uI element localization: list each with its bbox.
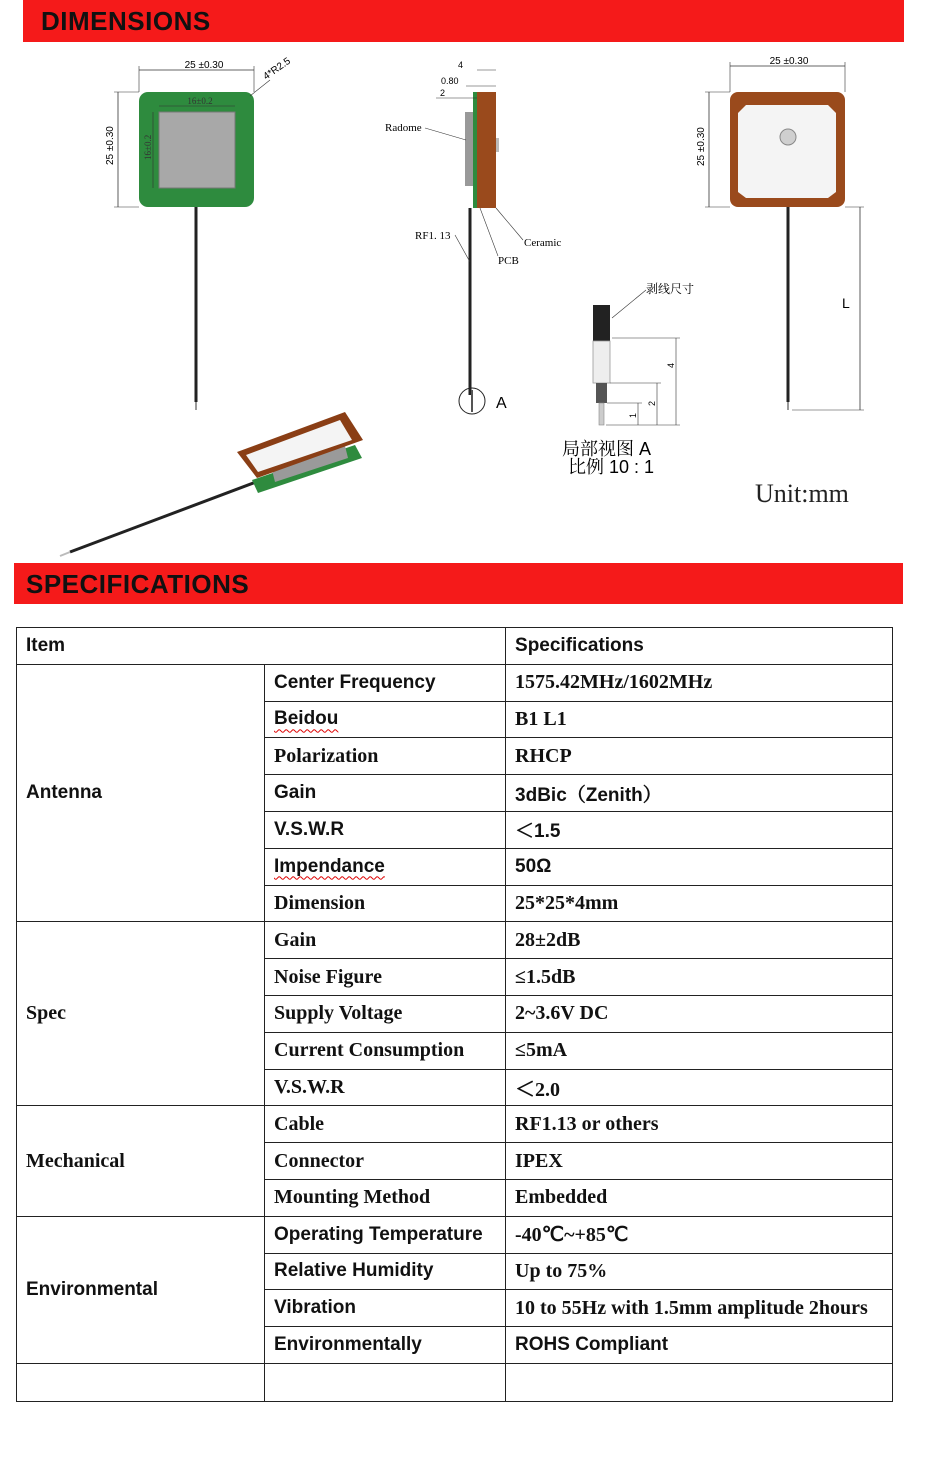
- group-antenna: Antenna: [17, 664, 265, 922]
- param-cell: Gain: [265, 922, 506, 959]
- detail-marker: A: [496, 395, 507, 412]
- unit-label: Unit:mm: [755, 479, 849, 508]
- value-cell: 2~3.6V DC: [506, 995, 893, 1032]
- value-cell: RF1.13 or others: [506, 1106, 893, 1143]
- side-dim-total: 4: [458, 60, 464, 70]
- value-cell: 3dBic（Zenith）: [506, 775, 893, 812]
- value-cell: 50Ω: [506, 848, 893, 885]
- table-row: [17, 922, 893, 959]
- value-cell: ＜2.0: [506, 1069, 893, 1106]
- param-cell: Mounting Method: [265, 1179, 506, 1216]
- header-specifications: Specifications: [506, 628, 893, 665]
- value-cell: Up to 75%: [506, 1253, 893, 1290]
- back-height-dim: 25 ±0.30: [696, 127, 707, 166]
- empty-cell: [17, 1363, 265, 1401]
- value-cell: 25*25*4mm: [506, 885, 893, 922]
- front-view: [105, 56, 293, 410]
- value-cell: ≤5mA: [506, 1032, 893, 1069]
- value-cell: ＜1.5: [506, 811, 893, 848]
- param-cell: Noise Figure: [265, 959, 506, 996]
- ceramic-label: Ceramic: [524, 237, 562, 249]
- detail-dim-1: 1: [628, 412, 638, 418]
- table-row: [17, 664, 893, 701]
- value-cell: 1575.42MHz/1602MHz: [506, 664, 893, 701]
- empty-cell: [265, 1363, 506, 1401]
- param-cell: Gain: [265, 775, 506, 812]
- side-dim-pcb: 2: [440, 88, 446, 98]
- value-cell: 10 to 55Hz with 1.5mm amplitude 2hours: [506, 1290, 893, 1327]
- param-cell: Vibration: [265, 1290, 506, 1327]
- front-radius-label: 4*R2.5: [261, 55, 293, 83]
- value-cell: ROHS Compliant: [506, 1327, 893, 1364]
- detail-view: [562, 281, 694, 477]
- side-view: [385, 60, 561, 414]
- param-cell: Relative Humidity: [265, 1253, 506, 1290]
- param-cell: [265, 848, 506, 885]
- pcb-label: PCB: [498, 255, 519, 267]
- param-cell: Operating Temperature: [265, 1216, 506, 1253]
- specifications-title: SPECIFICATIONS: [26, 569, 250, 599]
- table-header-row: [17, 628, 893, 665]
- value-cell: B1 L1: [506, 701, 893, 738]
- strip-label: 剥线尺寸: [646, 282, 695, 296]
- front-width-dim: 25 ±0.30: [184, 60, 224, 71]
- detail-dim-4: 4: [666, 362, 676, 368]
- param-cell: Current Consumption: [265, 1032, 506, 1069]
- param-cell: Center Frequency: [265, 664, 506, 701]
- empty-row: [17, 1363, 893, 1401]
- param-text: Beidou: [274, 708, 339, 730]
- param-cell: [265, 701, 506, 738]
- param-cell: Supply Voltage: [265, 995, 506, 1032]
- value-cell: RHCP: [506, 738, 893, 775]
- param-cell: Environmentally: [265, 1327, 506, 1364]
- front-height-dim: 25 ±0.30: [105, 126, 116, 165]
- value-cell: Embedded: [506, 1179, 893, 1216]
- antenna-3d-render: [60, 412, 363, 556]
- detail-scale: 比例 10 : 1: [568, 457, 655, 477]
- back-view: [696, 56, 864, 410]
- header-item: Item: [17, 628, 506, 665]
- length-label: L: [842, 295, 850, 311]
- group-mechanical: Mechanical: [17, 1106, 265, 1216]
- param-text: Impendance: [274, 855, 385, 877]
- param-cell: Connector: [265, 1143, 506, 1180]
- param-cell: V.S.W.R: [265, 811, 506, 848]
- side-dim-radome: 0.80: [441, 76, 459, 86]
- detail-view-title: 局部视图 A: [562, 439, 652, 459]
- front-inner-height-dim: 16±0.2: [143, 134, 153, 160]
- specifications-table: [16, 627, 893, 1402]
- value-cell: IPEX: [506, 1143, 893, 1180]
- cable-label: RF1. 13: [415, 230, 451, 242]
- table-row: [17, 1106, 893, 1143]
- value-cell: ≤1.5dB: [506, 959, 893, 996]
- dimension-drawing: [0, 0, 930, 560]
- param-cell: V.S.W.R: [265, 1069, 506, 1106]
- radome-label: Radome: [385, 122, 422, 134]
- param-cell: Polarization: [265, 738, 506, 775]
- param-cell: Cable: [265, 1106, 506, 1143]
- dimensions-title: DIMENSIONS: [41, 6, 211, 36]
- detail-dim-2: 2: [647, 400, 657, 406]
- back-width-dim: 25 ±0.30: [769, 56, 809, 67]
- group-spec: Spec: [17, 922, 265, 1106]
- value-cell: -40℃~+85℃: [506, 1216, 893, 1253]
- specifications-banner: [14, 563, 903, 604]
- empty-cell: [506, 1363, 893, 1401]
- table-row: [17, 1216, 893, 1253]
- front-inner-dim: 16±0.2: [187, 96, 213, 106]
- param-cell: Dimension: [265, 885, 506, 922]
- group-environmental: Environmental: [17, 1216, 265, 1363]
- value-cell: 28±2dB: [506, 922, 893, 959]
